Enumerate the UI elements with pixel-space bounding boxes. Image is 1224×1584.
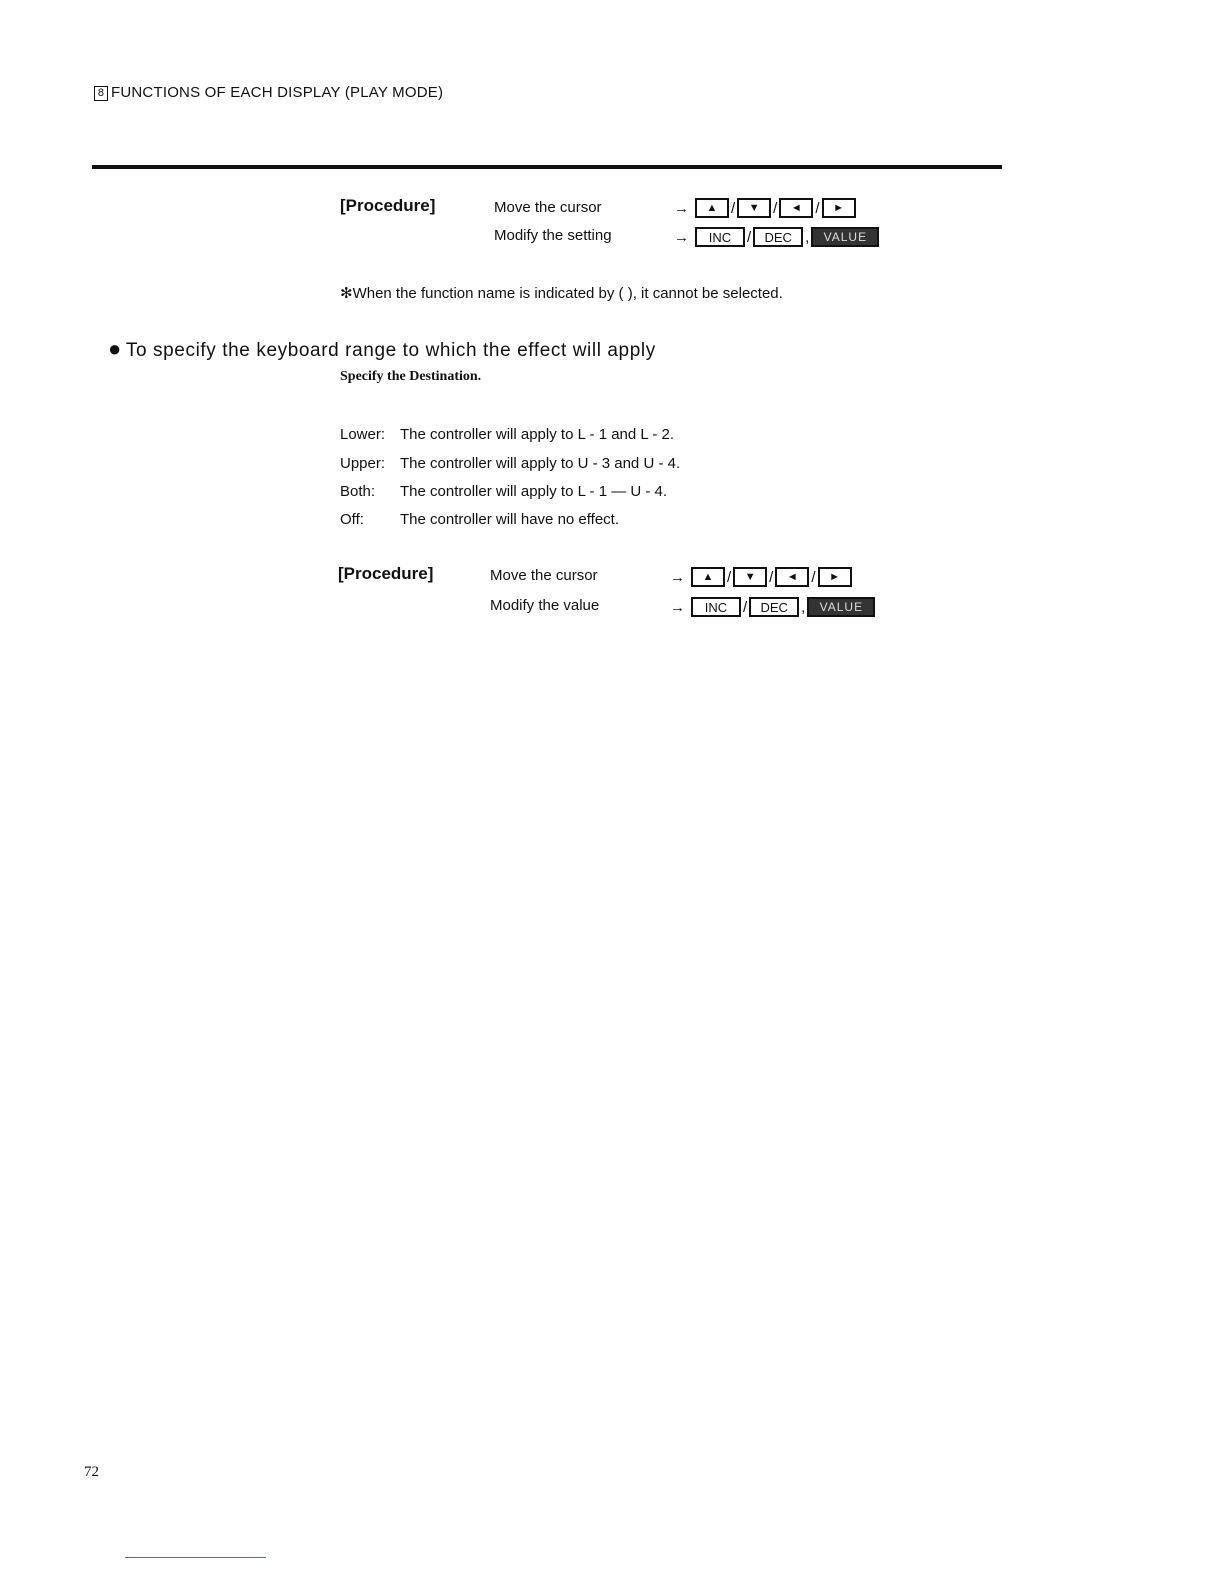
left-key: ◄ bbox=[779, 198, 813, 218]
right-key: ► bbox=[822, 198, 856, 218]
bullet-icon: ● bbox=[108, 336, 122, 361]
selection-note: ✻When the function name is indicated by ( ), it cannot be selected. bbox=[340, 285, 783, 302]
destination-row-lower bbox=[340, 426, 674, 443]
destination-term: Both: bbox=[340, 483, 376, 500]
inc-key: INC bbox=[695, 227, 745, 247]
destination-desc: The controller will apply to L - 1 — U - 4. bbox=[400, 483, 668, 500]
procedure-2-move-label: Move the cursor bbox=[490, 567, 598, 584]
up-key: ▲ bbox=[695, 198, 729, 218]
destination-row-both bbox=[340, 483, 667, 500]
section-heading-text: To specify the keyboard range to which the effect will apply bbox=[125, 340, 656, 361]
left-key: ◄ bbox=[775, 567, 809, 587]
dec-key: DEC bbox=[753, 227, 803, 247]
destination-term: Lower: bbox=[340, 426, 386, 443]
section-heading bbox=[108, 336, 656, 362]
procedure-2-modify-label: Modify the value bbox=[490, 597, 600, 614]
down-key: ▼ bbox=[733, 567, 767, 587]
procedure-1-modify-label: Modify the setting bbox=[494, 227, 612, 244]
down-key: ▼ bbox=[737, 198, 771, 218]
page-header bbox=[94, 84, 443, 101]
destination-term: Off: bbox=[340, 511, 364, 528]
destination-row-upper bbox=[340, 455, 680, 472]
procedure-1-move-label: Move the cursor bbox=[494, 199, 602, 216]
inc-key: INC bbox=[691, 597, 741, 617]
header-title: FUNCTIONS OF EACH DISPLAY (PLAY MODE) bbox=[111, 84, 444, 101]
right-arrow-icon: → bbox=[674, 228, 689, 246]
section-number-badge: 8 bbox=[94, 86, 108, 101]
destination-desc: The controller will apply to U - 3 and U - 4. bbox=[400, 455, 681, 472]
procedure-1-cursor-keys: → ▲ / ▼ / ◄ / ► bbox=[674, 198, 856, 218]
page-number: 72 bbox=[84, 1464, 99, 1480]
right-arrow-icon: → bbox=[674, 199, 689, 217]
value-key: VALUE bbox=[811, 227, 879, 247]
footer-line bbox=[125, 1557, 266, 1558]
right-key: ► bbox=[818, 567, 852, 587]
procedure-2-cursor-keys: → ▲ / ▼ / ◄ / ► bbox=[670, 567, 852, 587]
header-rule bbox=[92, 165, 1002, 169]
procedure-1-title: [Procedure] bbox=[340, 196, 436, 215]
procedure-2-value-keys: → INC / DEC , VALUE bbox=[670, 597, 875, 617]
destination-term: Upper: bbox=[340, 455, 386, 472]
procedure-1-value-keys: → INC / DEC , VALUE bbox=[674, 227, 879, 247]
procedure-2-title: [Procedure] bbox=[338, 564, 434, 583]
destination-desc: The controller will apply to L - 1 and L - 2. bbox=[400, 426, 675, 443]
up-key: ▲ bbox=[691, 567, 725, 587]
section-subline: Specify the Destination. bbox=[340, 369, 482, 384]
right-arrow-icon: → bbox=[670, 598, 685, 616]
value-key: VALUE bbox=[807, 597, 875, 617]
right-arrow-icon: → bbox=[670, 568, 685, 586]
destination-row-off bbox=[340, 511, 619, 528]
dec-key: DEC bbox=[749, 597, 799, 617]
destination-desc: The controller will have no effect. bbox=[400, 511, 620, 528]
